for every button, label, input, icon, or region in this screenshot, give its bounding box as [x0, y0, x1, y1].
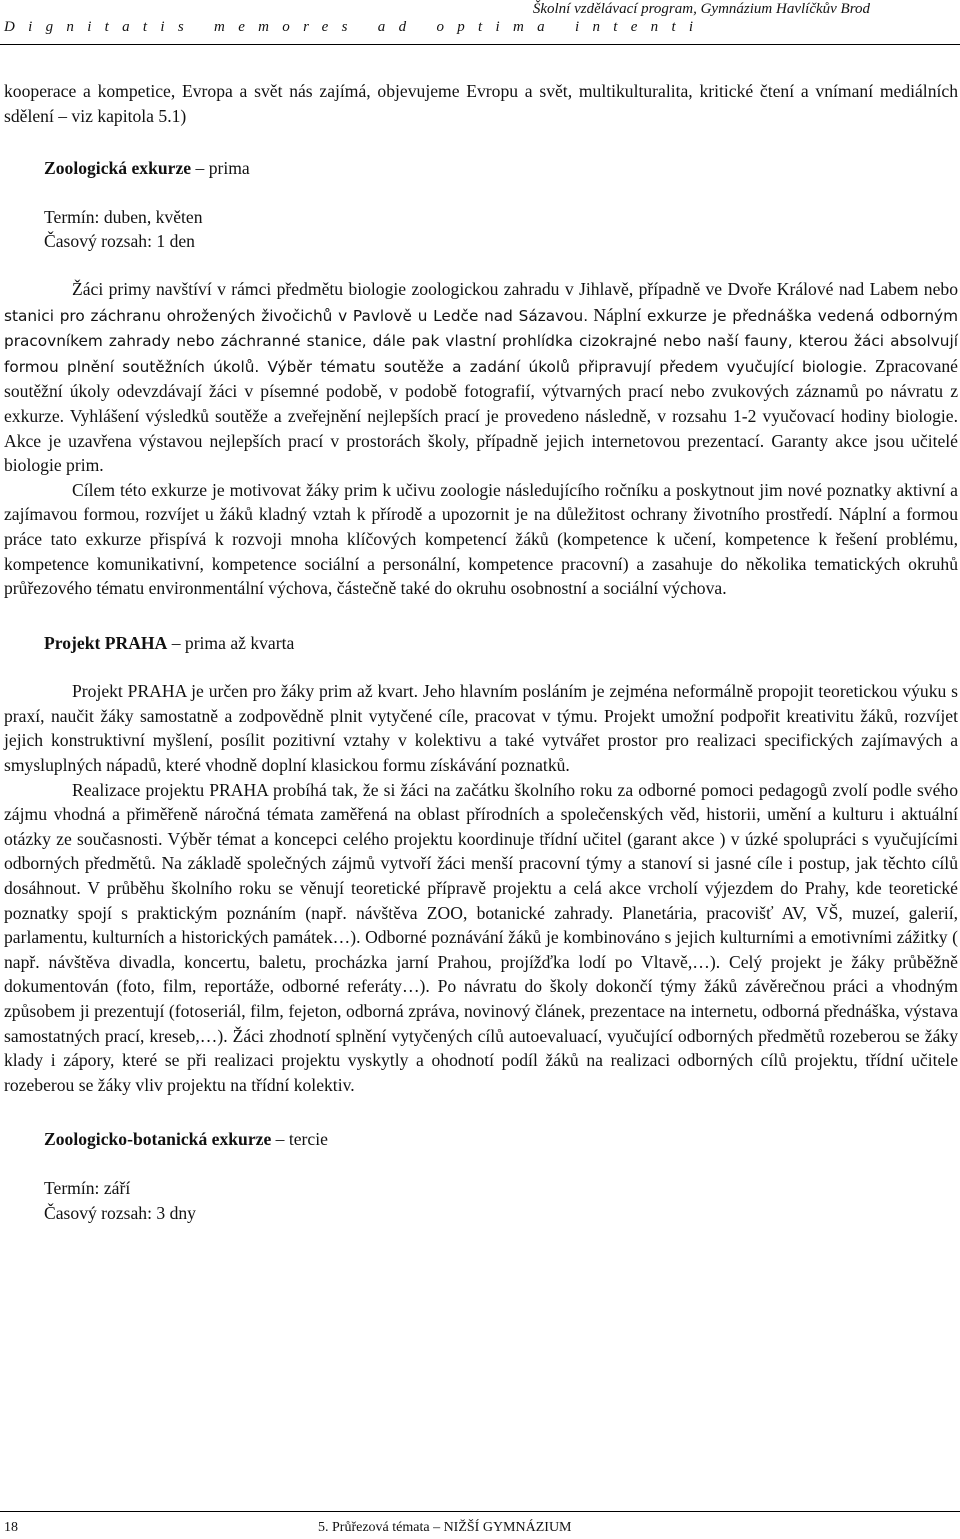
zoo-term: Termín: duben, květen	[44, 206, 203, 227]
praha-heading-title: Projekt PRAHA	[44, 632, 168, 653]
zoo-heading-grade: – prima	[191, 158, 250, 179]
header-school-program: Školní vzdělávací program, Gymnázium Havlíčkův Brod	[532, 1, 870, 17]
footer-chapter-title: 5. Průřezová témata – NIŽŠÍ GYMNÁZIUM	[318, 1520, 572, 1535]
zoo-p1-part-d: exkurze je přednáška vedená odborným pracovníkem zahrady nebo záchranné stanice, dále pak vlastní prohlídka cizokrajné nebo naší fauny, kterou žáci absolvují formou plnění soutěžních úkolů. Výběr tématu soutěže a zadání úkolů připravují předem vyučující biologie.	[4, 306, 958, 376]
praha-heading-grade: – prima až kvarta	[167, 632, 295, 653]
zoobot-range: Časový rozsah: 3 dny	[44, 1202, 196, 1223]
zoo-range: Časový rozsah: 1 den	[44, 231, 195, 252]
zoobot-term: Termín: září	[44, 1177, 131, 1198]
footer-divider	[0, 1511, 960, 1512]
zoobot-heading	[44, 1127, 958, 1152]
page-body	[4, 79, 958, 1225]
header-divider	[0, 44, 960, 45]
praha-heading	[44, 631, 958, 656]
zoo-paragraph-1	[4, 277, 958, 478]
zoo-p1-part-b: stanici pro záchranu ohrožených živočichů v Pavlově u Ledče nad Sázavou.	[4, 306, 589, 325]
zoobot-heading-title: Zoologicko-botanická exkurze	[44, 1129, 272, 1150]
zoo-p1-part-c: Náplní	[588, 304, 642, 325]
page-number: 18	[4, 1520, 18, 1535]
zoo-heading-title: Zoologická exkurze	[44, 158, 192, 179]
praha-paragraph-2: Realizace projektu PRAHA probíhá tak, že si žáci na začátku školního roku za odborné pomoci pedagogů zvolí podle svého zájmu vhodná a přiměřeně náročná témata zaměřená na oblast přírodních a společenských věd, historii, umění a kulturu i aktuální otázky ze současnosti. Výběr témat a koncepci celého projektu koordinuje třídní učitel (garant akce ) v úzké spolupráci s vyučujícími odborných předmětů. Na základě společných zájmů vytvoří žáci menší pracovní týmy a stanoví si jasné cíle i postup, jak těchto cílů dosáhnout. V průběhu školního roku se věnují teoretické přípravě projektu a celá akce vrcholí výjezdem do Prahy, kde teoretické poznatky spojí s praktickým poznáním (např. návštěva ZOO, botanické zahrady. Planetária, pracovišť AV, VŠ, muzeí, galerií, parlamentu, kulturních a historických památek…). Odborné poznávání žáků je kombinováno s jejich kulturními a emotivními zážitky ( např. návštěva divadla, koncertu, baletu, procházka jarní Prahou, projížďka lodí po Vltavě,…). Celý projekt je žáky průběžně dokumentován (foto, film, reportáže, odborné referáty…). Po návratu do školy dokončí týmy žáků závěrečnou práci a vhodným způsobem ji prezentují (fotoseriál, film, fejeton, odborná zpráva, novinový článek, prezentace na internetu, odborná přednáška, výstava samostatných prací, kreseb,…). Žáci zhodnotí splnění vytyčených cílů autoevaluací, vyučující odborných předmětů rozeberou se žáky klady i zápory, které se při realizaci projektu vyskytly a ohodnotí podíl žáků na realizaci odborných cílů projektu, třídní učitele rozeberou se žáky vliv projektu na třídní kolektiv.	[4, 779, 958, 1095]
zoobot-heading-grade: – tercie	[271, 1129, 328, 1150]
zoo-p1-part-a: Žáci primy navštíví v rámci předmětu biologie zoologickou zahradu v Jihlavě, případně ve Dvoře Králové nad Labem nebo	[72, 278, 958, 299]
header-motto	[4, 19, 954, 36]
zoo-p1-part-e: Zpracované soutěžní úkoly odevzdávají žáci v písemné podobě, v podobě fotografií, výtvarných prací nebo zvukových záznamů po návratu z exkurze. Vyhlášení výsledků soutěže a zveřejnění nejlepších prací je provedeno následně, v rozsahu 1-2 vyučovací hodiny biologie. Akce je uzavřena výstavou nejlepších prací v prostorách školy, případně jejich internetovou prezentací. Garanty akce jsou učitelé biologie prim.	[4, 355, 958, 476]
zoo-paragraph-2: Cílem této exkurze je motivovat žáky prim k učivu zoologie následujícího ročníku a poskytnout jim nové poznatky aktivní a zajímavou formou, rozvíjet u žáků kladný vztah k přírodě a upozornit je na důležitost ochrany životního prostředí. Náplní a formou práce tato exkurze přispívá k rozvoji mnoha klíčových kompetencí žáků (kompetence k učení, kompetence k řešení problému, kompetence komunikativní, kompetence sociální a personální, kompetence pracovní) a zasahuje do několika tematických okruhů průřezového tématu environmentální výchova, částečně také do okruhu osobnostní a sociální výchova.	[4, 479, 958, 599]
header-motto-text: Dignitatis memores ad optima intenti	[4, 19, 707, 35]
praha-paragraph-1: Projekt PRAHA je určen pro žáky prim až kvart. Jeho hlavním posláním je zejména neformálně propojit teoretickou výuku s praxí, naučit žáky samostatně a zodpovědně plnit vytyčené cíle, pracovat v týmu. Projekt umožní podpořit kreativitu žáků, rozvíjet jejich konstruktivní myšlení, posílit pozitivní vztahy v kolektivu a také vytvářet prostor pro realizaci specifických zajímavých a smysluplných nápadů, které vhodně doplní klasickou formu získávání poznatků.	[4, 681, 958, 776]
intro-paragraph: kooperace a kompetice, Evropa a svět nás zajímá, objevujeme Evropu a svět, multikulturalita, kritické čtení a vnímaní mediálních sdělení – viz kapitola 5.1)	[4, 81, 958, 126]
zoo-heading	[44, 156, 958, 181]
